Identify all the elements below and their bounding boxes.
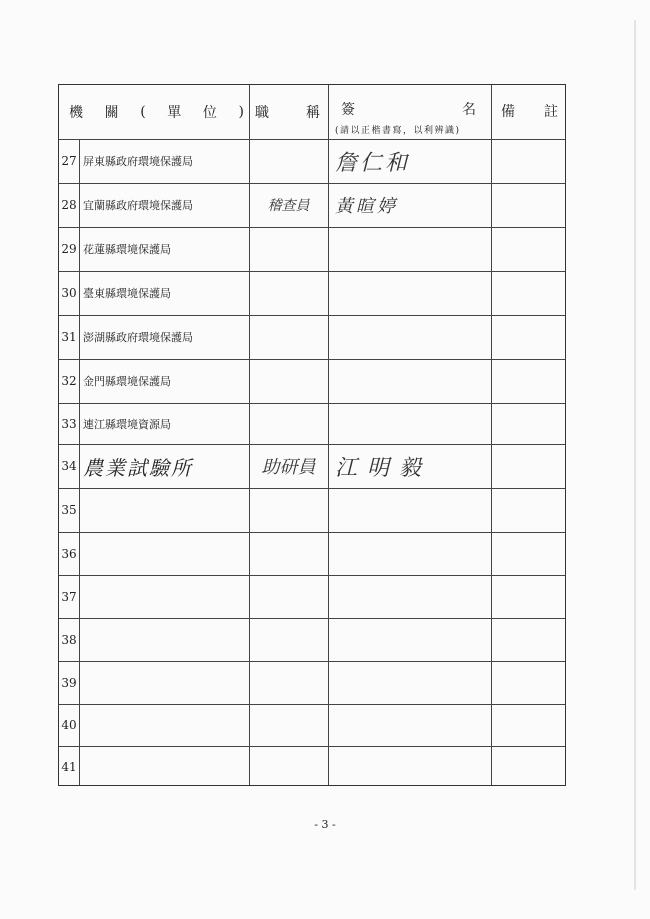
row-number: 27 [61,154,77,168]
table-row [59,444,565,488]
row-number: 33 [61,416,77,431]
remark-cell [491,746,565,787]
header-agency-char: 位 [202,105,218,121]
agency-cell: 屏東縣政府環境保護局 [83,155,193,168]
signature-cell [335,661,485,704]
title-cell [249,315,328,359]
remark-cell [491,532,565,575]
remark-cell [491,227,565,271]
table-row [59,315,565,359]
signature-cell [335,227,485,271]
title-cell [249,661,328,704]
table-row [59,704,565,746]
page-number: - 3 - [314,818,336,831]
remark-cell [491,444,565,488]
table-row [59,618,565,661]
agency-cell: 花蓮縣環境保護局 [83,243,171,256]
table-row [59,403,565,444]
remark-cell [491,618,565,661]
agency-cell: 澎湖縣政府環境保護局 [83,331,193,344]
row-number: 41 [61,759,77,774]
remark-cell [491,403,565,444]
table-row [59,532,565,575]
row-number: 28 [61,198,77,212]
title-cell [249,359,328,403]
signature-cell [335,618,485,661]
row-number: 29 [61,242,77,256]
header-agency-char: 單 [167,105,183,121]
agency-cell: 連江縣環境資源局 [83,417,171,431]
title-cell [249,139,328,183]
header-title [255,85,321,139]
row-number: 38 [61,632,77,647]
table-row [59,183,565,227]
header-remark-char: 備 [501,104,516,120]
header-sign-char: 名 [462,102,477,118]
attendance-sign-in-sheet [58,84,566,786]
title-cell [249,271,328,315]
signature-cell [335,403,485,444]
header-title-char: 職 [255,105,270,121]
table-row [59,746,565,787]
remark-cell [491,661,565,704]
remark-cell [491,183,565,227]
header-sign-note: (請以正楷書寫，以利辨識) [335,126,461,136]
title-cell [249,575,328,618]
remark-cell [491,139,565,183]
table-row [59,139,565,183]
header-agency-char: ( [140,104,147,120]
signature-cell [335,532,485,575]
title-cell: 助研員 [261,457,316,478]
row-number: 32 [61,374,77,388]
row-number: 35 [61,503,77,517]
title-cell [249,618,328,661]
table-row [59,359,565,403]
title-cell [249,532,328,575]
header-agency-char: ) [238,104,245,120]
header-remark-char: 註 [544,104,559,120]
signature-cell [335,315,485,359]
agency-cell: 農業試驗所 [83,455,193,480]
signature-cell [335,746,485,787]
signature-cell [335,488,485,532]
header-agency [69,85,249,139]
remark-cell [491,359,565,403]
remark-cell [491,488,565,532]
title-cell [249,746,328,787]
header-remark [501,85,559,139]
row-number: 34 [61,459,77,473]
page-edge-shadow [634,20,636,890]
signature-cell [335,704,485,746]
remark-cell [491,704,565,746]
remark-cell [491,271,565,315]
signature-cell: 江明毅 [335,455,432,481]
header-title-char: 稱 [306,105,321,121]
title-cell [249,488,328,532]
row-number: 31 [61,330,77,344]
table-row [59,488,565,532]
agency-cell: 金門縣環境保護局 [83,375,171,388]
signature-cell [335,359,485,403]
signature-cell: 黃暄婷 [335,196,398,217]
remark-cell [491,575,565,618]
remark-cell [491,315,565,359]
table-row [59,227,565,271]
header-agency-char: 關 [104,105,120,121]
title-cell [249,704,328,746]
row-number: 39 [61,675,77,690]
signature-cell [335,575,485,618]
table-row [59,271,565,315]
title-cell [249,403,328,444]
table-row [59,661,565,704]
row-number: 36 [61,546,77,561]
header-agency-char: 機 [69,105,84,121]
agency-cell: 臺東縣環境保護局 [83,287,171,300]
title-cell: 稽查員 [267,198,310,214]
table-row [59,575,565,618]
title-cell [249,227,328,271]
header-sign-char: 簽 [341,102,356,118]
signature-cell [335,271,485,315]
row-number: 40 [61,718,77,732]
agency-cell: 宜蘭縣政府環境保護局 [83,199,193,212]
row-number: 30 [61,286,77,300]
signature-cell: 詹仁和 [335,150,411,176]
row-number: 37 [61,589,77,604]
